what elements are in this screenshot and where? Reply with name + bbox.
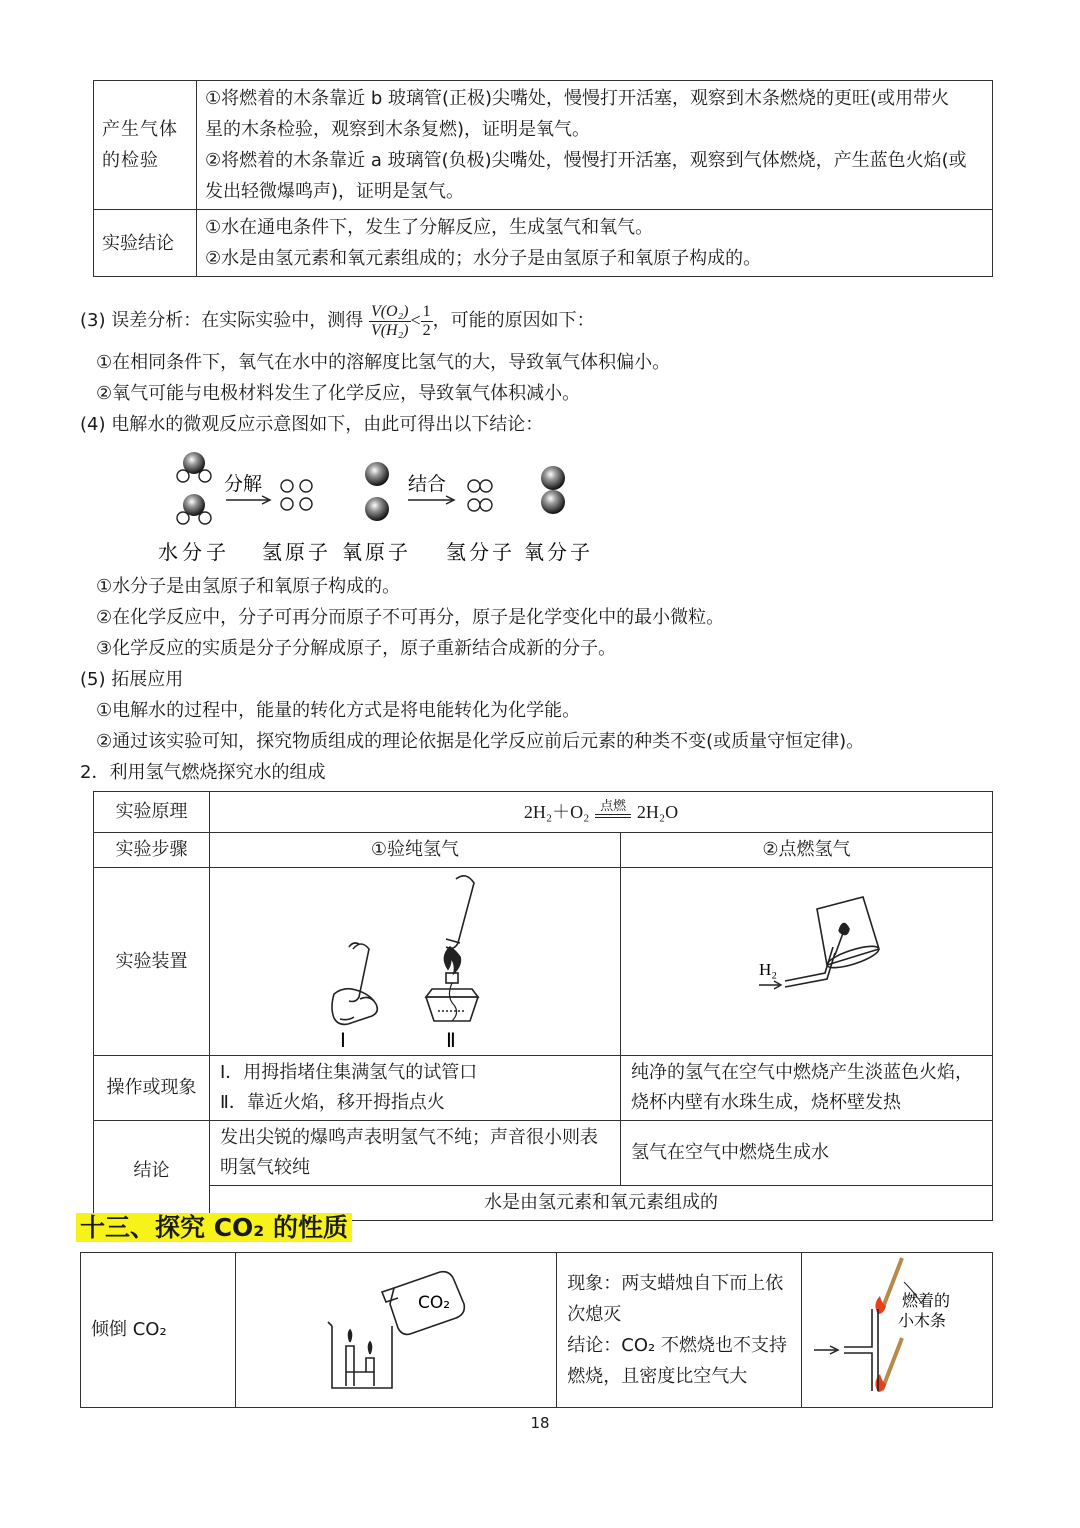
co2-property-table <box>80 1252 993 1408</box>
row1-label: 产生气体的检验 <box>102 119 178 171</box>
apparatus-label: 实验装置 <box>94 868 210 1056</box>
operation-2 <box>621 1056 993 1121</box>
operation-1 <box>210 1056 621 1121</box>
extension-heading: (5) 拓展应用 <box>80 669 184 690</box>
frac-num: V(O₂) <box>370 302 409 320</box>
operation-label: 操作或现象 <box>94 1056 210 1121</box>
steps-label: 实验步骤 <box>94 833 210 868</box>
burning-sticks-figure <box>802 1254 992 1407</box>
row2-label: 实验结论 <box>94 210 197 277</box>
heading-prefix: (3) 误差分析：在实际实验中，测得 <box>80 310 364 331</box>
co2-bottle-label: CO₂ <box>418 1292 451 1313</box>
overall-conclusion: 水是由氢元素和氧元素组成的 <box>210 1186 993 1221</box>
label-hydrogen-atom: 氢原子 <box>262 540 331 564</box>
error-analysis-heading <box>80 300 595 341</box>
fraction-v <box>369 303 411 340</box>
text-line: 燃烧，且密度比空气大 <box>567 1366 748 1387</box>
text-line: ①将燃着的木条靠近 b 玻璃管(正极)尖嘴处，慢慢打开活塞，观察到木条燃烧的更旺(或用带火 <box>205 88 950 109</box>
conclusion-content <box>197 210 993 277</box>
list-item: ②通过该实验可知，探究物质组成的理论依据是化学反应前后元素的种类不变(或质量守恒定律)。 <box>96 731 865 752</box>
eq-reactants: 2H₂＋O₂ <box>523 801 590 822</box>
page-number: 18 <box>530 1414 550 1432</box>
arrow-label-combine: 结合 <box>408 473 447 495</box>
burning-sticks-figure-cell <box>802 1253 993 1408</box>
h2-label: H₂ <box>759 959 778 979</box>
text-line: 纯净的氢气在空气中燃烧产生淡蓝色火焰， <box>631 1062 973 1083</box>
step-2: ②点燃氢气 <box>621 833 993 868</box>
fig-label-1: Ⅰ <box>340 1029 346 1052</box>
apparatus-fig-2 <box>621 868 993 1056</box>
test-tube-inverted-icon <box>446 875 474 948</box>
principle-label: 实验原理 <box>94 792 210 833</box>
text-line: Ⅱ．靠近火焰，移开拇指点火 <box>220 1092 445 1113</box>
text-line: 烧杯内壁有水珠生成，烧杯壁发热 <box>631 1092 901 1113</box>
list-item: ①电解水的过程中，能量的转化方式是将电能转化为化学能。 <box>96 700 581 721</box>
text-line: ①水在通电条件下，发生了分解反应，生成氢气和氧气。 <box>205 217 654 238</box>
beaker-candles-icon <box>328 1322 392 1388</box>
micro-diagram-heading: (4) 电解水的微观反应示意图如下，由此可得出以下结论： <box>80 414 544 435</box>
hydrogen-burning-figure <box>621 869 989 1055</box>
hydrogen-combustion-heading: 2．利用氢气燃烧探究水的组成 <box>80 762 326 783</box>
conclusion-label: 结论 <box>94 1121 210 1221</box>
pour-co2-label: 倾倒 CO₂ <box>81 1253 236 1408</box>
step-1: ①验纯氢气 <box>210 833 621 868</box>
text-line: ②将燃着的木条靠近 a 玻璃管(负极)尖嘴处，慢慢打开活塞，观察到气体燃烧，产生蓝色火焰(或 <box>205 150 967 171</box>
pour-co2-result <box>557 1253 802 1408</box>
arrow-label-decompose: 分解 <box>224 473 263 495</box>
label-hydrogen-molecule: 氢分子 <box>446 540 515 564</box>
eq-condition-text: 点燃 <box>600 798 627 814</box>
apparatus-fig-1 <box>210 868 621 1056</box>
text-line: 星的木条检验，观察到木条复燃)，证明是氧气。 <box>205 119 591 140</box>
note-burning: 燃着的 <box>902 1290 951 1310</box>
fraction-half <box>421 303 433 340</box>
text-line: ②水是由氢元素和氧元素组成的；水分子是由氢原子和氧原子构成的。 <box>205 248 762 269</box>
section-13-heading <box>76 1210 352 1246</box>
row-label-gas-test <box>94 81 197 210</box>
text-line: 明氢气较纯 <box>220 1157 310 1178</box>
eq-condition <box>595 800 631 818</box>
gas-test-content <box>197 81 993 210</box>
test-tube-purity-figure <box>210 869 618 1055</box>
gas-test-table <box>93 80 993 277</box>
reaction-equation <box>210 792 993 833</box>
test-tube-thumb-icon <box>332 943 377 1024</box>
pour-co2-figure-cell <box>236 1253 557 1408</box>
hydrogen-combustion-table <box>93 791 993 1221</box>
label-oxygen-molecule: 氧分子 <box>524 540 593 564</box>
oxygen-molecule-icon <box>541 466 565 514</box>
text-line: 发出尖锐的爆鸣声表明氢气不纯；声音很小则表 <box>220 1127 598 1148</box>
frac-num: 1 <box>422 302 431 320</box>
list-item: ②在化学反应中，分子可再分而原子不可再分，原子是化学变化中的最小微粒。 <box>96 607 725 628</box>
electrolysis-molecule-diagram <box>150 442 610 572</box>
beaker-inverted-icon <box>817 897 881 972</box>
label-oxygen-atom: 氧原子 <box>342 540 411 564</box>
alcohol-lamp-icon <box>426 947 478 1021</box>
eq-products: 2H₂O <box>636 801 679 822</box>
list-item: ②氧气可能与电极材料发生了化学反应，导致氧气体积减小。 <box>96 383 581 404</box>
label-water-molecule: 水分子 <box>158 540 230 564</box>
highlighted-title: 十三、探究 CO₂ 的性质 <box>76 1213 352 1242</box>
gas-tube-icon <box>785 947 835 987</box>
t-tube-icon <box>844 1309 878 1391</box>
water-molecule-icon <box>177 494 211 524</box>
conclusion-1 <box>210 1121 621 1186</box>
heading-suffix: ，可能的原因如下： <box>432 310 595 331</box>
text-line: 次熄灭 <box>567 1304 622 1325</box>
text-line: 现象：两支蜡烛自下而上依 <box>567 1273 784 1294</box>
frac-den: V(H₂) <box>370 321 409 339</box>
list-item: ①在相同条件下，氧气在水中的溶解度比氢气的大，导致氧气体积偏小。 <box>96 352 671 373</box>
less-than: < <box>410 310 421 330</box>
conclusion-2: 氢气在空气中燃烧生成水 <box>621 1121 993 1186</box>
note-small-stick: 小木条 <box>898 1310 947 1330</box>
hydrogen-atoms-icon <box>281 480 312 510</box>
water-molecule-icon <box>177 452 211 482</box>
text-line: 发出轻微爆鸣声)，证明是氢气。 <box>205 181 465 202</box>
list-item: ③化学反应的实质是分子分解成原子，原子重新结合成新的分子。 <box>96 638 617 659</box>
list-item: ①水分子是由氢原子和氧原子构成的。 <box>96 576 401 597</box>
hydrogen-molecules-icon <box>468 480 492 511</box>
text-line: 结论：CO₂ 不燃烧也不支持 <box>567 1335 787 1356</box>
fig-label-2: Ⅱ <box>446 1029 456 1052</box>
text-line: Ⅰ．用拇指堵住集满氢气的试管口 <box>220 1062 478 1083</box>
flame-icon <box>875 1296 886 1392</box>
oxygen-atoms-icon <box>365 462 389 521</box>
frac-den: 2 <box>422 321 431 339</box>
pour-co2-figure <box>236 1254 556 1407</box>
